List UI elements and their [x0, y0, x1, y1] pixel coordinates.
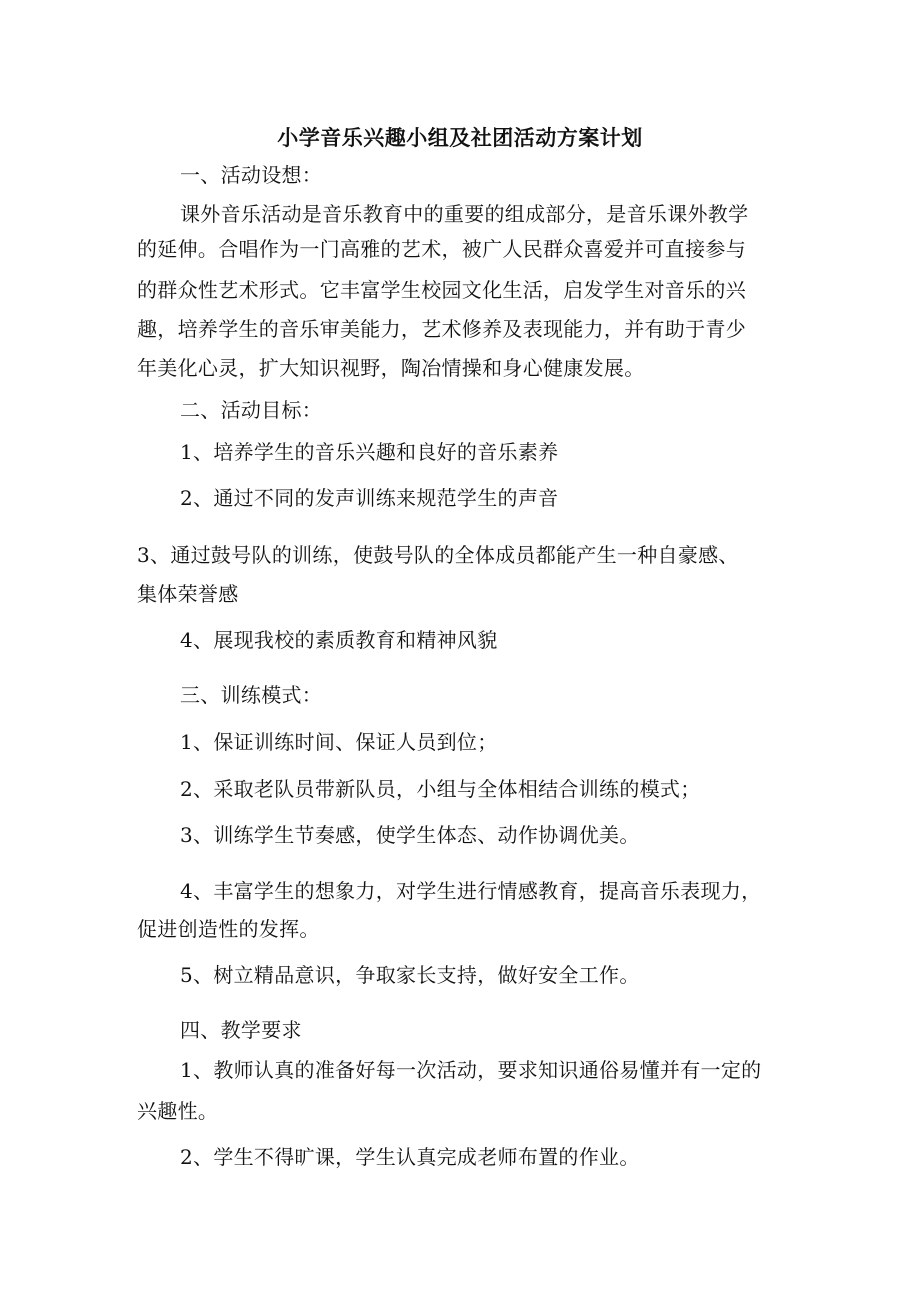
document-title: 小学音乐兴趣小组及社团活动方案计划: [277, 125, 643, 150]
section-heading-4: 四、教学要求: [180, 1018, 302, 1042]
list-item: 2、采取老队员带新队员，小组与全体相结合训练的模式；: [180, 777, 701, 801]
paragraph-line: 的群众性艺术形式。它丰富学生校园文化生活，启发学生对音乐的兴: [137, 278, 746, 302]
section-heading-2: 二、活动目标：: [180, 398, 323, 422]
list-item: 4、丰富学生的想象力，对学生进行情感教育，提高音乐表现力，: [180, 879, 762, 903]
list-item-continuation: 集体荣誉感: [137, 582, 239, 606]
paragraph-line: 趣，培养学生的音乐审美能力，艺术修养及表现能力，并有助于青少: [137, 317, 746, 341]
list-item: 1、培养学生的音乐兴趣和良好的音乐素养: [180, 440, 559, 464]
list-item: 4、展现我校的素质教育和精神风貌: [180, 628, 498, 652]
section-heading-1: 一、活动设想：: [180, 163, 323, 187]
list-item: 1、教师认真的准备好每一次活动，要求知识通俗易懂并有一定的: [180, 1058, 762, 1082]
list-item: 3、通过鼓号队的训练，使鼓号队的全体成员都能产生一种自豪感、: [137, 543, 739, 567]
paragraph-line: 年美化心灵，扩大知识视野，陶冶情操和身心健康发展。: [137, 356, 645, 380]
list-item: 2、通过不同的发声训练来规范学生的声音: [180, 486, 559, 510]
list-item-continuation: 兴趣性。: [137, 1099, 219, 1123]
list-item: 3、训练学生节奏感，使学生体态、动作协调优美。: [180, 823, 640, 847]
list-item-continuation: 促进创造性的发挥。: [137, 917, 320, 941]
list-item: 1、保证训练时间、保证人员到位；: [180, 730, 498, 754]
paragraph-line: 的延伸。合唱作为一门高雅的艺术，被广人民群众喜爱并可直接参与: [137, 237, 746, 261]
paragraph-line: 课外音乐活动是音乐教育中的重要的组成部分，是音乐课外教学: [180, 202, 749, 226]
list-item: 2、学生不得旷课，学生认真完成老师布置的作业。: [180, 1145, 640, 1169]
section-heading-3: 三、训练模式：: [180, 683, 323, 707]
list-item: 5、树立精品意识，争取家长支持，做好安全工作。: [180, 963, 640, 987]
